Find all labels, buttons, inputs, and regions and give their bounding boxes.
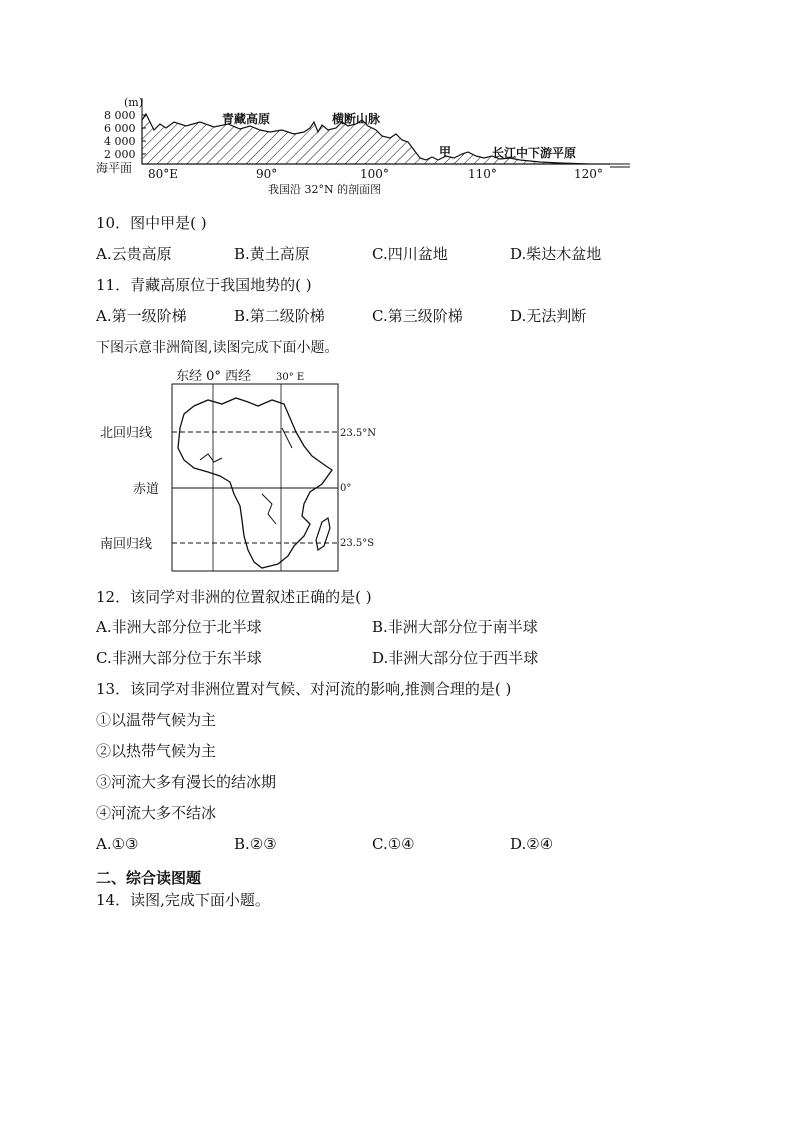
x-tick-80e: 80°E bbox=[148, 167, 179, 181]
q11-option-a[interactable]: A.第一级阶梯 bbox=[96, 307, 187, 325]
q10-option-a[interactable]: A.云贵高原 bbox=[96, 245, 172, 263]
q10-option-b[interactable]: B.黄土高原 bbox=[234, 245, 310, 263]
africa-intro: 下图示意非洲简图,读图完成下面小题。 bbox=[96, 340, 339, 356]
label-hengduan: 横断山脉 bbox=[332, 112, 381, 126]
profile-caption: 我国沿 32°N 的剖面图 bbox=[268, 183, 382, 196]
q12-stem: 12．该同学对非洲的位置叙述正确的是( ) bbox=[96, 588, 372, 606]
label-qinghai-tibet: 青藏高原 bbox=[222, 112, 271, 126]
y-tick-4000: 4 000 bbox=[104, 135, 136, 148]
y-tick-6000: 6 000 bbox=[104, 122, 136, 135]
x-tick-110: 110° bbox=[468, 167, 497, 181]
q13-option-d[interactable]: D.②④ bbox=[510, 835, 554, 853]
q13-item-4: ④河流大多不结冰 bbox=[96, 804, 217, 822]
q13-stem: 13．该同学对非洲位置对气候、对河流的影响,推测合理的是( ) bbox=[96, 680, 512, 698]
q13-item-3: ③河流大多有漫长的结冰期 bbox=[96, 773, 277, 791]
label-23-5s: 23.5°S bbox=[340, 538, 375, 549]
africa-map-figure bbox=[96, 366, 396, 576]
label-23-5n: 23.5°N bbox=[340, 428, 377, 439]
label-0-deg: 0° bbox=[340, 483, 352, 494]
map-top-label: 东经 0° 西经 bbox=[176, 369, 252, 384]
x-tick-100: 100° bbox=[360, 167, 389, 181]
y-tick-2000: 2 000 bbox=[104, 148, 136, 161]
y-tick-8000: 8 000 bbox=[104, 109, 136, 122]
label-jia: 甲 bbox=[439, 145, 452, 159]
x-tick-120: 120° bbox=[574, 167, 603, 181]
label-equator: 赤道 bbox=[133, 482, 160, 497]
q12-option-d[interactable]: D.非洲大部分位于西半球 bbox=[372, 649, 539, 667]
map-30e-label: 30° E bbox=[276, 372, 305, 383]
section2-title: 二、综合读图题 bbox=[96, 869, 202, 887]
china-32n-profile-figure bbox=[90, 92, 635, 200]
label-tropic-of-cancer: 北回归线 bbox=[100, 426, 153, 441]
q13-option-a[interactable]: A.①③ bbox=[96, 835, 139, 853]
q11-option-d[interactable]: D.无法判断 bbox=[510, 307, 587, 325]
q11-option-b[interactable]: B.第二级阶梯 bbox=[234, 307, 325, 325]
q10-stem: 10．图中甲是( ) bbox=[96, 214, 207, 232]
profile-unit: (m) bbox=[124, 96, 144, 109]
q10-option-c[interactable]: C.四川盆地 bbox=[372, 245, 448, 263]
q14-stem: 14．读图,完成下面小题。 bbox=[96, 891, 270, 909]
q12-option-c[interactable]: C.非洲大部分位于东半球 bbox=[96, 649, 262, 667]
sea-level-label: 海平面 bbox=[96, 161, 133, 175]
q12-option-b[interactable]: B.非洲大部分位于南半球 bbox=[372, 618, 538, 636]
q13-option-b[interactable]: B.②③ bbox=[234, 835, 277, 853]
q10-option-d[interactable]: D.柴达木盆地 bbox=[510, 245, 602, 263]
q11-option-c[interactable]: C.第三级阶梯 bbox=[372, 307, 463, 325]
label-changjiang: 长江中下游平原 bbox=[492, 146, 577, 160]
madagascar bbox=[316, 518, 330, 550]
q13-option-c[interactable]: C.①④ bbox=[372, 835, 415, 853]
q13-item-1: ①以温带气候为主 bbox=[96, 711, 217, 729]
q12-option-a[interactable]: A.非洲大部分位于北半球 bbox=[96, 618, 262, 636]
q13-item-2: ②以热带气候为主 bbox=[96, 742, 217, 760]
label-tropic-of-capricorn: 南回归线 bbox=[100, 537, 153, 552]
x-tick-90: 90° bbox=[256, 167, 278, 181]
q11-stem: 11．青藏高原位于我国地势的( ) bbox=[96, 276, 312, 294]
